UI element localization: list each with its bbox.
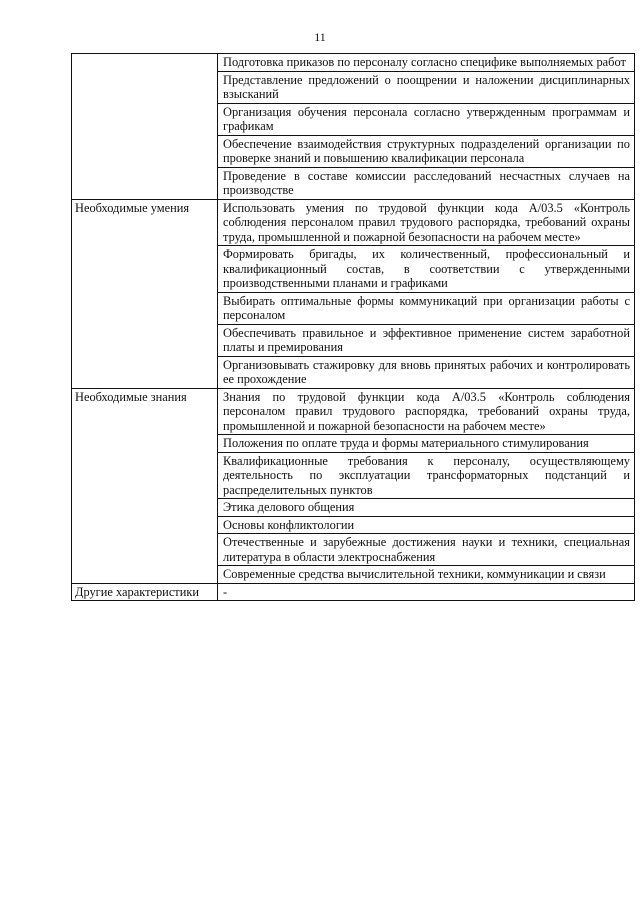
- row-text: -: [218, 583, 635, 601]
- competency-table: [71, 53, 635, 601]
- row-label-other: Другие характеристики: [72, 583, 218, 601]
- row-label: [72, 54, 218, 200]
- row-text: Квалификационные требования к персоналу, осуществляющему деятельность по эксплуатации трансформаторных подстанций и распределительных пунктов: [218, 452, 635, 499]
- page-number: 11: [314, 30, 326, 44]
- row-text: Организация обучения персонала согласно утвержденным программам и графикам: [218, 103, 635, 135]
- row-text: Проведение в составе комиссии расследований несчастных случаев на производстве: [218, 167, 635, 199]
- row-text: Формировать бригады, их количественный, профессиональный и квалификационный состав, в соответствии с утвержденными производственными планами и графиками: [218, 246, 635, 293]
- table-row: [72, 388, 635, 435]
- row-text: Современные средства вычислительной техники, коммуникации и связи: [218, 566, 635, 584]
- row-text: Обеспечивать правильное и эффективное применение систем заработной платы и премирования: [218, 324, 635, 356]
- row-text: Представление предложений о поощрении и наложении дисциплинарных взысканий: [218, 71, 635, 103]
- row-text: Отечественные и зарубежные достижения науки и техники, специальная литература в области электроснабжения: [218, 534, 635, 566]
- row-text: Использовать умения по трудовой функции кода А/03.5 «Контроль соблюдения персоналом правил трудового распорядка, требований охраны труда, промышленной и пожарной безопасности на рабочем месте»: [218, 199, 635, 246]
- row-label-skills: Необходимые умения: [72, 199, 218, 388]
- table-row: [72, 54, 635, 72]
- row-text: Подготовка приказов по персоналу согласно специфике выполняемых работ: [218, 54, 635, 72]
- row-text: Этика делового общения: [218, 499, 635, 517]
- row-text: Положения по оплате труда и формы материального стимулирования: [218, 435, 635, 453]
- row-text: Знания по трудовой функции кода А/03.5 «Контроль соблюдения персоналом правил трудового распорядка, требований охраны труда, промышленной и пожарной безопасности на рабочем месте»: [218, 388, 635, 435]
- table-row: [72, 199, 635, 246]
- row-label-knowledge: Необходимые знания: [72, 388, 218, 583]
- row-text: Организовывать стажировку для вновь принятых рабочих и контролировать ее прохождение: [218, 356, 635, 388]
- table-row: [72, 583, 635, 601]
- row-text: Обеспечение взаимодействия структурных подразделений организации по проверке знаний и повышению квалификации персонала: [218, 135, 635, 167]
- row-text: Выбирать оптимальные формы коммуникаций при организации работы с персоналом: [218, 292, 635, 324]
- row-text: Основы конфликтологии: [218, 516, 635, 534]
